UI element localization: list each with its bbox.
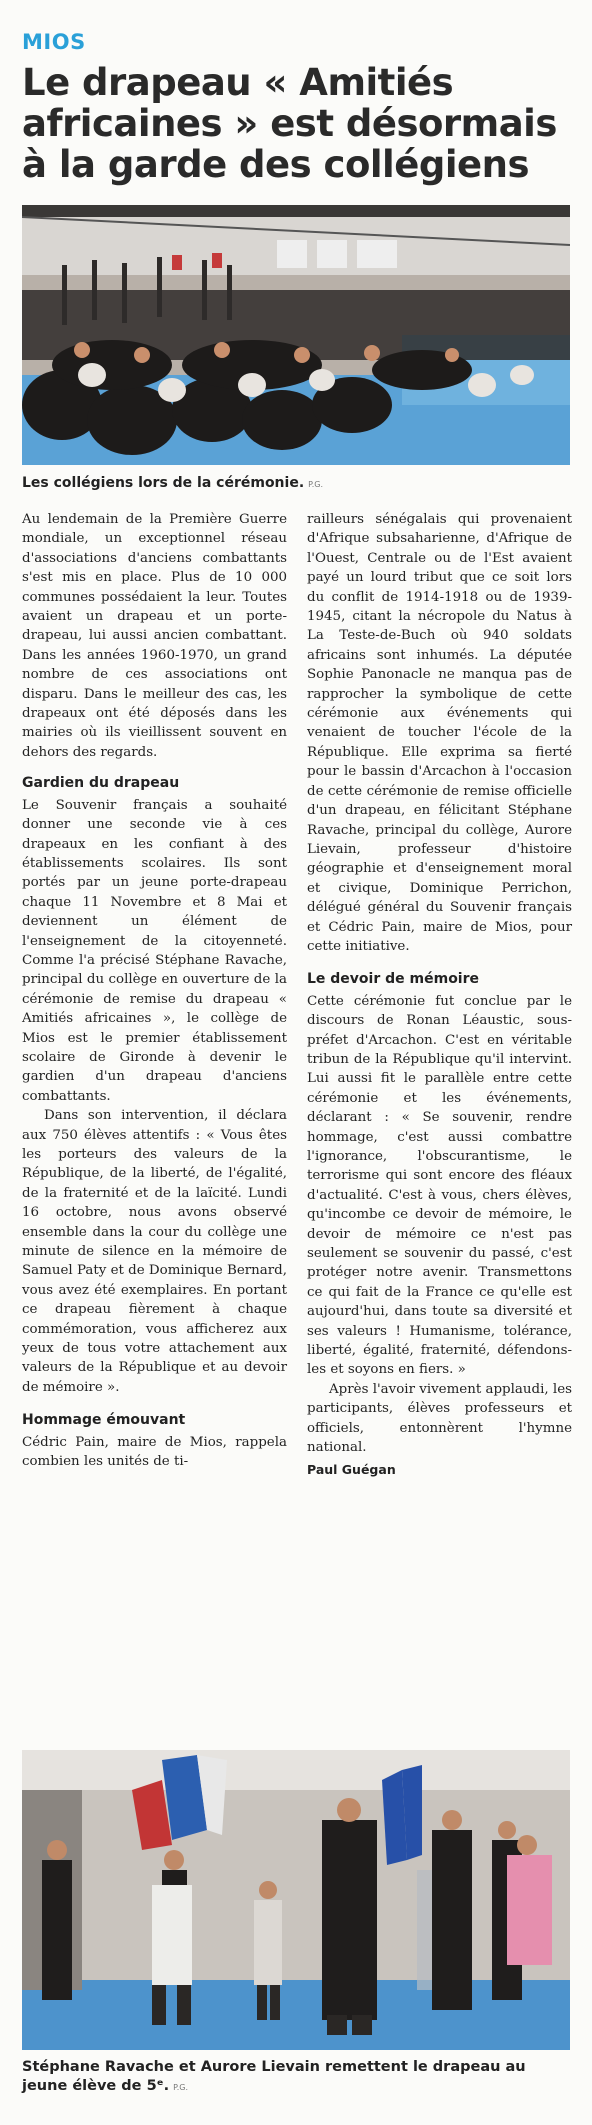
photo-credit-2: P.G.	[173, 2083, 188, 2092]
ceremony-photo	[22, 205, 570, 465]
caption-text-2: Stéphane Ravache et Aurore Lievain remettent le drapeau au jeune élève de 5ᵉ.	[22, 2059, 526, 2094]
subheading-hommage: Hommage émouvant	[22, 1412, 186, 1429]
paragraph: Au lendemain de la Première Guerre mondiale, un exceptionnel réseau d'associations d'anciens combattants s'est mis en place. Plus de 10 000 communes possédaient la leur. Toutes avaient un drapeau et un porte-drapeau, lui aussi ancien combattant. Dans les années 1960-1970, un grand nombre de ces associations ont disparu. Dans le meilleur des cas, les drapeaux ont été déposés dans les mairies où ils vieillissent souvent en dehors des regards.	[22, 512, 287, 760]
author-signature: Paul Guégan	[307, 1461, 396, 1477]
paragraph: railleurs sénégalais qui provenaient d'Afrique subsaharienne, d'Afrique de l'Ouest, Centrale ou de l'Est avaient payé un lourd tribut que ce soit lors du conflit de 1914-1918 ou de 1939-1945, citant la nécropole du Natus à La Teste-de-Buch où 940 soldats africains sont inhumés. La députée Sophie Panonacle ne manqua pas de rapprocher la symbolique de cette cérémonie aux événements qui venaient de toucher l'école de la République. Elle exprima sa fierté pour le bassin d'Arcachon à l'occasion de cette cérémonie de remise officielle d'un drapeau, en félicitant Stéphane Ravache, principal du collège, Aurore Lievain, professeur d'histoire géographie et d'enseignement moral et civique, Dominique Perrichon, délégué général du Souvenir français et Cédric Pain, maire de Mios, pour cette initiative.	[307, 512, 572, 954]
caption-text-1: Les collégiens lors de la cérémonie.	[22, 475, 305, 491]
subheading-gardien: Gardien du drapeau	[22, 775, 180, 792]
photo-caption-2	[22, 2058, 570, 2097]
flag-handover-photo	[22, 1750, 570, 2050]
photo-credit-1: P.G.	[308, 480, 324, 489]
paragraph: Dans son intervention, il déclara aux 750 élèves attentifs : « Vous êtes les porteurs des valeurs de la République, de la liberté, de l'égalité, de la fraternité et de la laïcité. Lundi 16 octobre, nous avons observé ensemble dans la cour du collège une minute de silence en la mémoire de Samuel Paty et de Dominique Bernard, vous avez été exemplaires. En portant ce drapeau fièrement à chaque commémoration, vous afficherez aux yeux de tous votre attachement aux valeurs de la République et au devoir de mémoire ».	[22, 1108, 287, 1395]
photo-caption-1	[22, 474, 570, 494]
paragraph: Cédric Pain, maire de Mios, rappela combien les unités de ti-	[22, 1434, 287, 1470]
subheading-devoir: Le devoir de mémoire	[307, 971, 480, 988]
paragraph: Le Souvenir français a souhaité donner une seconde vie à ces drapeaux en les confiant à des établissements scolaires. Ils sont portés par un jeune porte-drapeau chaque 11 Novembre et 8 Mai et deviennent un élément de l'enseignement de la citoyenneté. Comme l'a précisé Stéphane Ravache, principal du collège en ouverture de la cérémonie de remise du drapeau « Amitiés africaines », le collège de Mios est le premier établissement scolaire de Gironde à devenir le gardien d'un drapeau d'anciens combattants.	[22, 797, 287, 1104]
location-kicker: MIOS	[22, 30, 86, 54]
paragraph: Cette cérémonie fut conclue par le discours de Ronan Léaustic, sous-préfet d'Arcachon. C'est en véritable tribun de la République qu'il intervint. Lui aussi fit le parallèle entre cette cérémonie et les événements, déclarant : « Se souvenir, rendre hommage, c'est aussi combattre l'ignorance, l'obscurantisme, le terrorisme qui sont encore des fléaux d'actualité. C'est à vous, chers élèves, qu'incombe ce devoir de mémoire, le devoir de mémoire ce n'est pas seulement se souvenir du passé, c'est protéger notre avenir. Transmettons ce qui fait de la France ce qu'elle est aujourd'hui, dans toute sa diversité et ses valeurs ! Humanisme, tolérance, liberté, égalité, fraternité, défendons-les et soyons en fiers. »	[307, 993, 572, 1378]
paragraph: Après l'avoir vivement applaudi, les participants, élèves professeurs et officiels, entonnèrent l'hymne national.	[307, 1381, 572, 1456]
column-left	[22, 510, 287, 1472]
headline: Le drapeau « Amitiés africaines » est désormais à la garde des collégiens	[22, 61, 557, 186]
column-right	[307, 510, 572, 1479]
